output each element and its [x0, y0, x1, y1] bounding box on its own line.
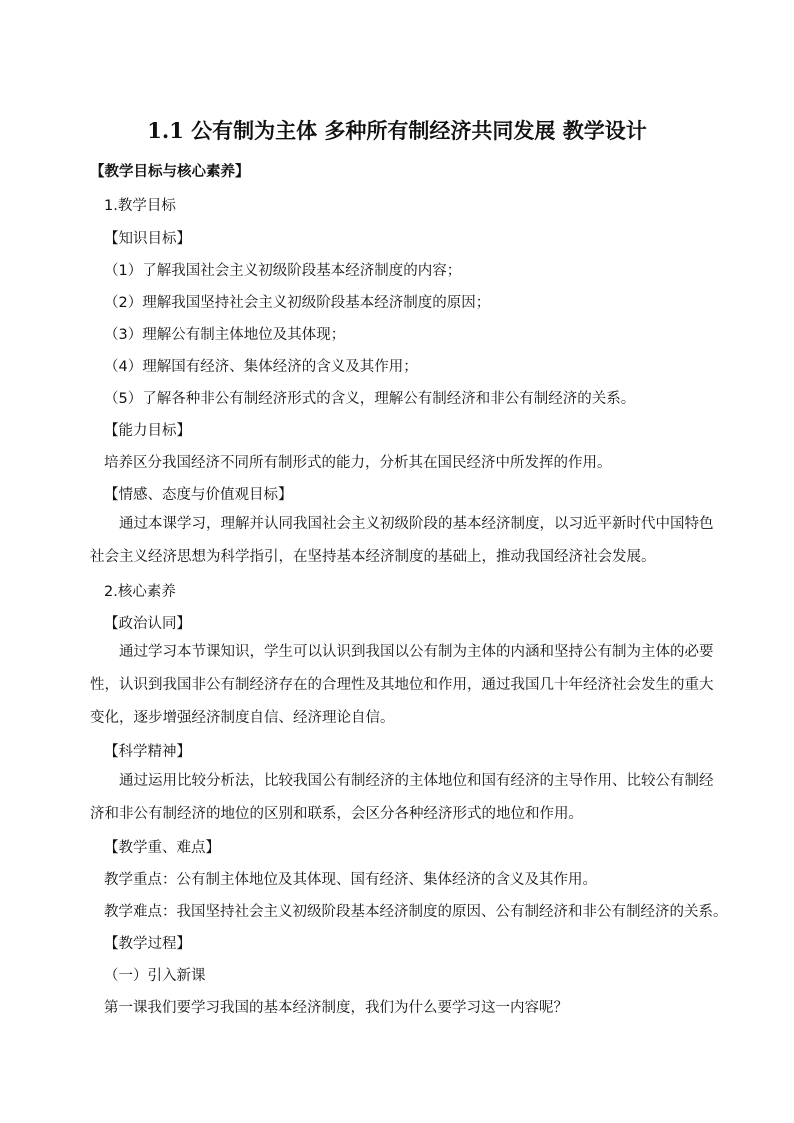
emotion-text: 通过本课学习，理解并认同我国社会主义初级阶段的基本经济制度，以习近平新时代中国特色社会主义经济思想为科学指引，在坚持基本经济制度的基础上，推动我国经济社会发展。	[90, 516, 714, 565]
teaching-goals-label: 1.教学目标	[104, 198, 176, 214]
intro-text: 第一课我们要学习我国的基本经济制度，我们为什么要学习这一内容呢？	[104, 1000, 568, 1016]
political-heading: 【政治认同】	[104, 616, 191, 632]
knowledge-item: （4）理解国有经济、集体经济的含义及其作用；	[104, 359, 418, 375]
knowledge-item: （3）理解公有制主体地位及其体现；	[104, 327, 346, 343]
document-title: 1.1 公有制为主体 多种所有制经济共同发展 教学设计	[147, 118, 647, 143]
emotion-heading: 【情感、态度与价值观目标】	[104, 487, 293, 503]
science-heading: 【科学精神】	[104, 744, 191, 760]
process-heading: 【教学过程】	[104, 936, 191, 952]
knowledge-heading: 【知识目标】	[104, 231, 191, 247]
knowledge-item: （5）了解各种非公有制经济形式的含义，理解公有制经济和非公有制经济的关系。	[104, 391, 636, 407]
political-text: 通过学习本节课知识，学生可以认识到我国以公有制为主体的内涵和坚持公有制为主体的必要性，认识到我国非公有制经济存在的合理性及其地位和作用，通过我国几十年经济社会发生的重大变化，逐步增强经济制度自信、经济理论自信。	[90, 644, 714, 726]
science-text: 通过运用比较分析法，比较我国公有制经济的主体地位和国有经济的主导作用、比较公有制经济和非公有制经济的地位的区别和联系，会区分各种经济形式的地位和作用。	[90, 773, 714, 822]
ability-text: 培养区分我国经济不同所有制形式的能力，分析其在国民经济中所发挥的作用。	[104, 455, 612, 471]
goals-heading: 【教学目标与核心素养】	[90, 164, 250, 180]
core-literacy-label: 2.核心素养	[104, 584, 176, 600]
key-points-heading: 【教学重、难点】	[104, 840, 220, 856]
key-point-text: 教学重点：公有制主体地位及其体现、国有经济、集体经济的含义及其作用。	[104, 872, 597, 888]
knowledge-item: （1）了解我国社会主义初级阶段基本经济制度的内容；	[104, 263, 462, 279]
intro-heading: （一）引入新课	[104, 968, 206, 984]
ability-heading: 【能力目标】	[104, 423, 191, 439]
difficult-point-text: 教学难点：我国坚持社会主义初级阶段基本经济制度的原因、公有制经济和非公有制经济的关系。	[104, 904, 728, 920]
knowledge-item: （2）理解我国坚持社会主义初级阶段基本经济制度的原因；	[104, 295, 491, 311]
